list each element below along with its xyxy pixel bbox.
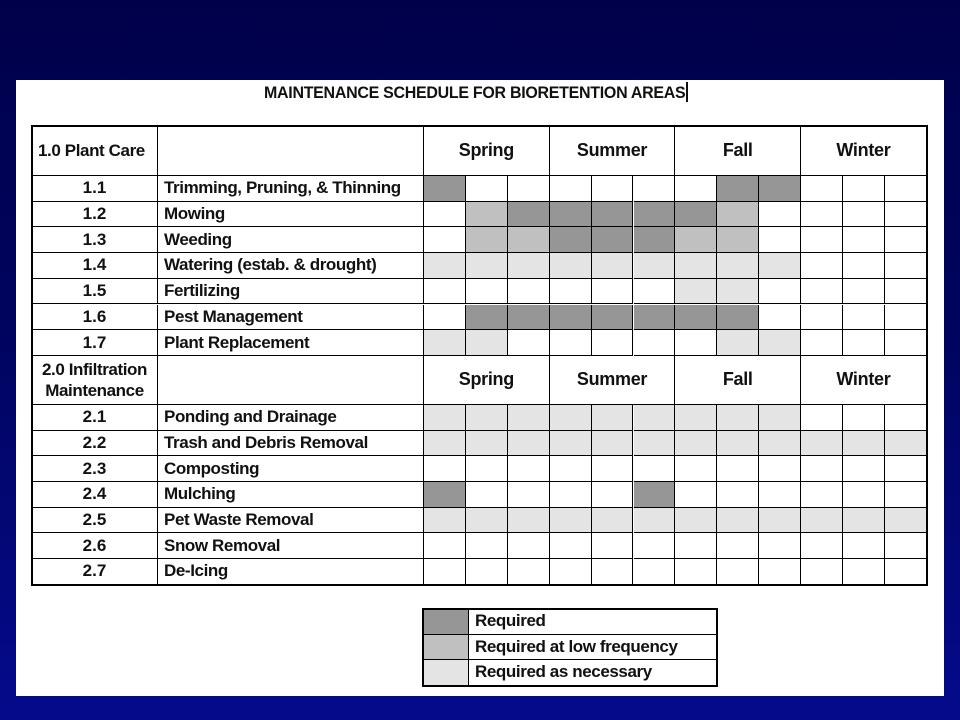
schedule-cell-level-0 (801, 559, 843, 585)
task-label (158, 227, 424, 253)
legend-label (469, 660, 717, 686)
task-label-text: Pet Waste Removal (164, 510, 314, 530)
schedule-cell-level-0 (675, 559, 717, 585)
season-header-summer-text: Summer (576, 369, 648, 390)
schedule-cell-level-1 (717, 405, 759, 431)
task-number-text: 2.7 (82, 561, 107, 581)
schedule-cell-level-0 (843, 305, 885, 331)
schedule-cell-level-0 (424, 533, 466, 559)
legend-label (469, 635, 717, 661)
schedule-cell-level-0 (675, 533, 717, 559)
schedule-cell-level-0 (801, 456, 843, 482)
task-label (158, 482, 424, 508)
task-number-text: 1.2 (82, 204, 107, 224)
task-number (32, 431, 158, 457)
schedule-cell-level-3 (424, 482, 466, 508)
schedule-cell-level-3 (634, 305, 676, 331)
task-label-text: Composting (164, 458, 260, 478)
schedule-cell-level-0 (885, 176, 927, 202)
schedule-cell-level-0 (634, 176, 676, 202)
season-header-spring-text: Spring (458, 140, 514, 160)
task-number-text: 2.5 (82, 510, 107, 530)
season-header-winter-text: Winter (836, 140, 891, 160)
schedule-cell-level-3 (592, 202, 634, 228)
schedule-cell-level-3 (550, 305, 592, 331)
season-header-fall-text: Fall (722, 140, 753, 160)
section-heading (32, 356, 158, 405)
task-label (158, 456, 424, 482)
task-label (158, 533, 424, 559)
schedule-cell-level-1 (508, 405, 550, 431)
schedule-cell-level-0 (885, 405, 927, 431)
schedule-cell-level-0 (759, 227, 801, 253)
schedule-cell-level-0 (508, 482, 550, 508)
schedule-cell-level-0 (801, 533, 843, 559)
schedule-cell-level-2 (717, 202, 759, 228)
schedule-cell-level-0 (424, 305, 466, 331)
task-label-text: Mulching (164, 484, 236, 504)
season-header-winter (801, 126, 927, 176)
schedule-cell-level-1 (592, 508, 634, 534)
section-heading (32, 126, 158, 176)
schedule-cell-level-0 (843, 202, 885, 228)
task-number-text: 2.3 (82, 458, 107, 478)
schedule-cell-level-1 (717, 279, 759, 305)
schedule-cell-level-0 (424, 227, 466, 253)
schedule-cell-level-0 (717, 456, 759, 482)
task-number-text: 1.4 (82, 255, 107, 275)
season-header-spring (424, 126, 550, 176)
schedule-cell-level-0 (675, 176, 717, 202)
schedule-cell-level-0 (675, 482, 717, 508)
task-number-text: 1.5 (82, 281, 107, 301)
section-heading-text: 2.0 Infiltration Maintenance (41, 359, 148, 400)
task-label-text: Pest Management (164, 306, 303, 326)
schedule-cell-level-3 (717, 305, 759, 331)
task-number (32, 202, 158, 228)
schedule-cell-level-1 (675, 253, 717, 279)
schedule-cell-level-0 (550, 279, 592, 305)
schedule-cell-level-3 (675, 202, 717, 228)
schedule-cell-level-1 (508, 431, 550, 457)
task-number-text: 1.3 (82, 229, 107, 249)
task-label (158, 405, 424, 431)
task-label-text: Trash and Debris Removal (164, 432, 368, 452)
schedule-cell-level-0 (466, 176, 508, 202)
schedule-cell-level-1 (843, 431, 885, 457)
season-header-fall-text: Fall (722, 369, 753, 390)
schedule-cell-level-1 (424, 330, 466, 356)
schedule-cell-level-0 (843, 405, 885, 431)
season-header-spring (424, 356, 550, 405)
schedule-cell-level-1 (508, 508, 550, 534)
schedule-cell-level-1 (759, 330, 801, 356)
schedule-cell-level-1 (675, 279, 717, 305)
schedule-cell-level-1 (466, 508, 508, 534)
schedule-cell-level-0 (885, 279, 927, 305)
schedule-cell-level-0 (634, 533, 676, 559)
schedule-cell-level-0 (592, 330, 634, 356)
schedule-cell-level-1 (759, 253, 801, 279)
schedule-cell-level-1 (550, 508, 592, 534)
task-number (32, 405, 158, 431)
task-label (158, 279, 424, 305)
task-number-text: 1.6 (82, 306, 107, 326)
schedule-cell-level-3 (466, 305, 508, 331)
schedule-cell-level-1 (885, 431, 927, 457)
schedule-cell-level-3 (508, 202, 550, 228)
schedule-cell-level-0 (759, 202, 801, 228)
schedule-cell-level-0 (801, 279, 843, 305)
schedule-cell-level-1 (885, 508, 927, 534)
legend-label-text: Required (475, 611, 546, 631)
schedule-cell-level-0 (634, 330, 676, 356)
schedule-cell-level-2 (466, 227, 508, 253)
schedule-cell-level-1 (550, 253, 592, 279)
schedule-cell-level-0 (801, 176, 843, 202)
schedule-cell-level-0 (759, 533, 801, 559)
schedule-cell-level-1 (717, 431, 759, 457)
legend-swatch-level-3 (423, 609, 469, 635)
schedule-cell-level-2 (508, 227, 550, 253)
task-label-text: Weeding (164, 229, 232, 249)
schedule-cell-level-3 (759, 176, 801, 202)
task-number (32, 330, 158, 356)
schedule-cell-level-1 (424, 253, 466, 279)
schedule-cell-level-0 (424, 279, 466, 305)
schedule-cell-level-0 (885, 330, 927, 356)
schedule-cell-level-3 (634, 202, 676, 228)
schedule-cell-level-0 (885, 202, 927, 228)
schedule-cell-level-0 (634, 559, 676, 585)
schedule-cell-level-0 (675, 456, 717, 482)
task-number-text: 2.1 (82, 407, 107, 427)
schedule-cell-level-1 (466, 253, 508, 279)
schedule-cell-level-0 (508, 279, 550, 305)
schedule-cell-level-0 (801, 227, 843, 253)
schedule-cell-level-1 (592, 405, 634, 431)
schedule-cell-level-0 (885, 227, 927, 253)
task-number (32, 305, 158, 331)
schedule-cell-level-0 (717, 482, 759, 508)
schedule-cell-level-1 (550, 431, 592, 457)
schedule-cell-level-0 (843, 559, 885, 585)
schedule-cell-level-1 (759, 508, 801, 534)
schedule-cell-level-2 (717, 227, 759, 253)
schedule-cell-level-0 (592, 176, 634, 202)
schedule-cell-level-0 (759, 305, 801, 331)
schedule-cell-level-0 (466, 559, 508, 585)
schedule-cell-level-1 (759, 431, 801, 457)
schedule-cell-level-0 (592, 533, 634, 559)
schedule-cell-level-1 (717, 330, 759, 356)
schedule-cell-level-2 (675, 227, 717, 253)
season-header-winter-text: Winter (836, 369, 891, 390)
schedule-cell-level-0 (717, 559, 759, 585)
schedule-cell-level-0 (550, 533, 592, 559)
schedule-cell-level-3 (634, 227, 676, 253)
schedule-cell-level-0 (801, 305, 843, 331)
schedule-cell-level-0 (592, 279, 634, 305)
schedule-cell-level-2 (466, 202, 508, 228)
schedule-cell-level-0 (759, 456, 801, 482)
schedule-cell-level-3 (550, 202, 592, 228)
schedule-document (16, 80, 944, 696)
schedule-cell-level-1 (466, 405, 508, 431)
schedule-cell-level-3 (717, 176, 759, 202)
schedule-cell-level-0 (466, 533, 508, 559)
schedule-cell-level-0 (424, 559, 466, 585)
schedule-cell-level-0 (550, 559, 592, 585)
schedule-cell-level-0 (843, 482, 885, 508)
task-label-text: Watering (estab. & drought) (164, 255, 377, 275)
schedule-cell-level-0 (885, 482, 927, 508)
task-label (158, 559, 424, 585)
schedule-cell-level-0 (759, 279, 801, 305)
task-number-text: 2.4 (82, 484, 107, 504)
schedule-cell-level-1 (801, 431, 843, 457)
schedule-cell-level-1 (592, 431, 634, 457)
schedule-cell-level-1 (759, 405, 801, 431)
schedule-cell-level-0 (508, 176, 550, 202)
legend-label (469, 609, 717, 635)
schedule-cell-level-1 (801, 508, 843, 534)
schedule-cell-level-0 (592, 456, 634, 482)
schedule-cell-level-1 (675, 508, 717, 534)
task-number (32, 456, 158, 482)
schedule-cell-level-1 (634, 405, 676, 431)
task-label-text: Trimming, Pruning, & Thinning (164, 178, 401, 198)
schedule-cell-level-0 (550, 482, 592, 508)
task-number (32, 533, 158, 559)
task-label (158, 202, 424, 228)
schedule-cell-level-0 (508, 330, 550, 356)
section-heading-text: 1.0 Plant Care (38, 141, 145, 160)
schedule-cell-level-3 (592, 305, 634, 331)
task-number (32, 482, 158, 508)
schedule-cell-level-1 (592, 253, 634, 279)
schedule-cell-level-0 (801, 202, 843, 228)
season-header-fall (675, 356, 801, 405)
season-header-summer-text: Summer (576, 140, 648, 160)
task-number (32, 176, 158, 202)
schedule-cell-level-1 (424, 508, 466, 534)
schedule-cell-level-1 (550, 405, 592, 431)
task-label-text: Plant Replacement (164, 332, 310, 352)
schedule-cell-level-0 (843, 533, 885, 559)
section-heading-blank (158, 356, 424, 405)
task-label (158, 253, 424, 279)
task-label-text: Snow Removal (164, 535, 281, 555)
task-number (32, 253, 158, 279)
schedule-cell-level-0 (424, 456, 466, 482)
task-number (32, 559, 158, 585)
schedule-cell-level-0 (843, 330, 885, 356)
task-label (158, 508, 424, 534)
legend-label-text: Required as necessary (475, 662, 652, 682)
task-label-text: Ponding and Drainage (164, 407, 337, 427)
schedule-cell-level-0 (466, 279, 508, 305)
task-number (32, 508, 158, 534)
schedule-cell-level-1 (843, 508, 885, 534)
schedule-cell-level-0 (717, 533, 759, 559)
task-number-text: 2.2 (82, 432, 107, 452)
task-number (32, 279, 158, 305)
schedule-cell-level-0 (508, 559, 550, 585)
schedule-cell-level-1 (634, 431, 676, 457)
task-number (32, 227, 158, 253)
schedule-cell-level-0 (885, 253, 927, 279)
schedule-cell-level-1 (508, 253, 550, 279)
schedule-cell-level-0 (424, 202, 466, 228)
schedule-cell-level-0 (759, 559, 801, 585)
schedule-cell-level-0 (550, 456, 592, 482)
schedule-cell-level-0 (592, 482, 634, 508)
task-label (158, 431, 424, 457)
task-label (158, 176, 424, 202)
schedule-cell-level-0 (885, 559, 927, 585)
schedule-cell-level-3 (675, 305, 717, 331)
schedule-cell-level-0 (843, 279, 885, 305)
schedule-cell-level-0 (801, 482, 843, 508)
schedule-cell-level-0 (801, 253, 843, 279)
schedule-cell-level-1 (466, 330, 508, 356)
schedule-cell-level-0 (466, 456, 508, 482)
schedule-cell-level-0 (843, 176, 885, 202)
schedule-cell-level-0 (843, 227, 885, 253)
schedule-cell-level-0 (885, 305, 927, 331)
document-title-text: MAINTENANCE SCHEDULE FOR BIORETENTION AREAS (264, 83, 686, 102)
season-header-winter (801, 356, 927, 405)
schedule-cell-level-0 (550, 176, 592, 202)
season-header-summer (550, 126, 676, 176)
schedule-cell-level-1 (675, 405, 717, 431)
schedule-cell-level-0 (885, 533, 927, 559)
schedule-cell-level-3 (550, 227, 592, 253)
schedule-cell-level-1 (675, 431, 717, 457)
schedule-cell-level-1 (424, 431, 466, 457)
task-label-text: Fertilizing (164, 281, 240, 301)
schedule-cell-level-0 (634, 279, 676, 305)
schedule-cell-level-3 (424, 176, 466, 202)
schedule-cell-level-1 (717, 253, 759, 279)
schedule-cell-level-0 (843, 456, 885, 482)
schedule-cell-level-0 (466, 482, 508, 508)
schedule-cell-level-3 (634, 482, 676, 508)
season-header-summer (550, 356, 676, 405)
maintenance-schedule-table (16, 80, 944, 696)
task-number-text: 1.7 (82, 332, 107, 352)
schedule-cell-level-1 (634, 253, 676, 279)
section-heading-blank (158, 126, 424, 176)
legend-swatch-level-1 (423, 660, 469, 686)
task-number-text: 1.1 (82, 178, 107, 198)
schedule-cell-level-3 (508, 305, 550, 331)
task-label (158, 305, 424, 331)
schedule-cell-level-0 (843, 253, 885, 279)
schedule-cell-level-0 (759, 482, 801, 508)
schedule-cell-level-0 (801, 405, 843, 431)
schedule-cell-level-0 (634, 456, 676, 482)
legend-swatch-level-2 (423, 635, 469, 661)
schedule-cell-level-1 (634, 508, 676, 534)
legend-label-text: Required at low frequency (475, 636, 678, 656)
task-label-text: De-Icing (164, 561, 228, 581)
schedule-cell-level-0 (508, 533, 550, 559)
schedule-cell-level-0 (508, 456, 550, 482)
schedule-cell-level-0 (550, 330, 592, 356)
season-header-fall (675, 126, 801, 176)
schedule-cell-level-0 (592, 559, 634, 585)
schedule-cell-level-1 (466, 431, 508, 457)
task-label (158, 330, 424, 356)
schedule-cell-level-1 (717, 508, 759, 534)
schedule-cell-level-3 (592, 227, 634, 253)
task-number-text: 2.6 (82, 535, 107, 555)
schedule-cell-level-0 (885, 456, 927, 482)
schedule-cell-level-0 (675, 330, 717, 356)
season-header-spring-text: Spring (458, 369, 514, 390)
schedule-cell-level-0 (801, 330, 843, 356)
task-label-text: Mowing (164, 204, 225, 224)
schedule-cell-level-1 (424, 405, 466, 431)
